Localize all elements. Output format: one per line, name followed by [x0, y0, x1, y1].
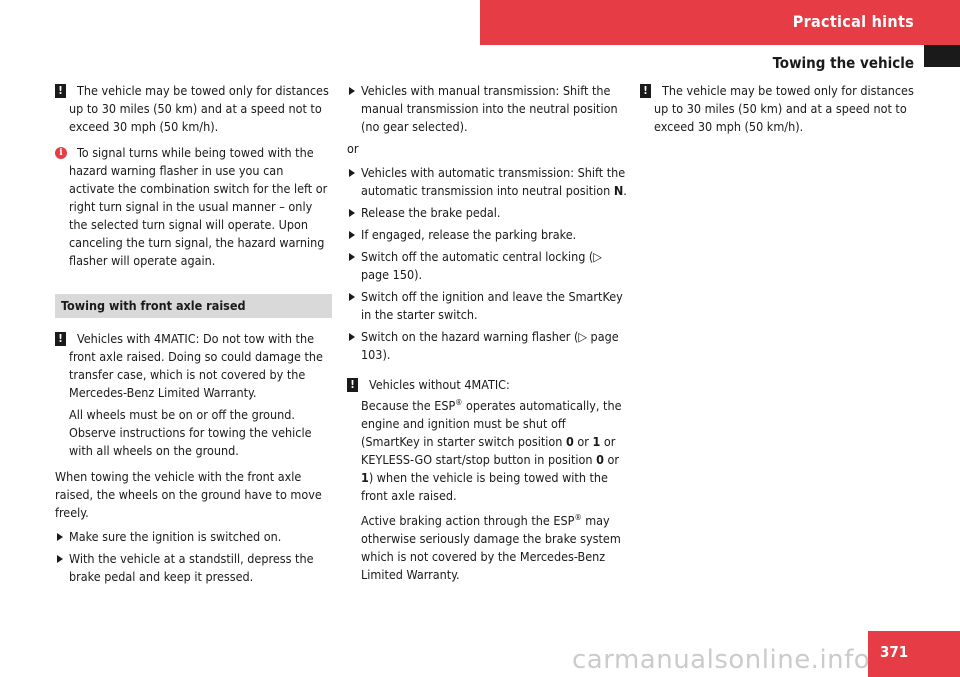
warning-title: Vehicles without 4MATIC:: [369, 377, 510, 392]
body-paragraph: When towing the vehicle with the front axle raised, the wheels on the ground have to move freely.: [55, 469, 322, 520]
column-middle: [347, 82, 627, 592]
list-item-text: Switch off the ignition and leave the SmartKey in the starter switch.: [361, 289, 623, 322]
arrow-bullet-icon: [57, 555, 63, 563]
warning-icon: !: [347, 378, 358, 392]
warning-text: Because the ESP® operates automatically, the engine and ignition must be shut off (SmartKey in starter switch position 0 or 1 or KEYLESS-GO start/stop button in position 0 or 1) when the vehicle is being towed with the front axle raised.: [361, 398, 622, 504]
warning-icon: !: [640, 84, 651, 98]
section-title: Towing the vehicle: [772, 54, 914, 72]
list-item: [347, 328, 627, 364]
info-note: [55, 144, 332, 270]
arrow-bullet-icon: [349, 209, 355, 217]
arrow-bullet-icon: [349, 87, 355, 95]
arrow-bullet-icon: [349, 169, 355, 177]
column-left: [55, 82, 332, 590]
list-item: [55, 528, 332, 546]
arrow-bullet-icon: [349, 231, 355, 239]
chapter-title: Practical hints: [792, 12, 914, 31]
warning-text: Vehicles with 4MATIC: Do not tow with the front axle raised. Doing so could damage the transfer case, which is not covered by the Mercedes-Benz Limited Warranty.: [69, 331, 323, 400]
or-separator: or: [347, 141, 359, 156]
column-right: [640, 82, 920, 144]
warning-text: All wheels must be on or off the ground. Observe instructions for towing the vehicle with all wheels on the ground.: [69, 407, 312, 458]
watermark: carmanualsonline.info: [572, 645, 871, 675]
arrow-bullet-icon: [349, 333, 355, 341]
list-item: [347, 226, 627, 244]
section-heading: Towing with front axle raised: [55, 294, 332, 318]
list-item: [347, 248, 627, 284]
arrow-bullet-icon: [349, 293, 355, 301]
warning-note: [640, 82, 920, 136]
page-number: 371: [880, 643, 909, 661]
warning-icon: !: [55, 332, 66, 346]
list-item: [347, 164, 627, 200]
arrow-bullet-icon: [57, 533, 63, 541]
warning-note: [55, 82, 332, 136]
list-item: [347, 288, 627, 324]
info-text: To signal turns while being towed with the hazard warning flasher in use you can activate the combination switch for the left or right turn signal in the usual manner – only the selected turn signal will operate. Upon canceling the turn signal, the hazard warning flasher will operate again.: [69, 145, 328, 268]
list-item: [347, 204, 627, 222]
warning-note: [347, 376, 627, 584]
list-item-text: Vehicles with manual transmission: Shift the manual transmission into the neutral position (no gear selected).: [361, 83, 618, 134]
page-reference-link[interactable]: Switch on the hazard warning flasher (▷ page 103).: [361, 329, 619, 362]
list-item: [347, 82, 627, 136]
list-item-text: Release the brake pedal.: [361, 205, 501, 220]
thumb-tab: [924, 45, 960, 67]
warning-note: [55, 330, 332, 460]
list-item-text: If engaged, release the parking brake.: [361, 227, 577, 242]
warning-text: The vehicle may be towed only for distances up to 30 miles (50 km) and at a speed not to exceed 30 mph (50 km/h).: [654, 83, 914, 134]
info-icon: i: [55, 147, 67, 159]
page-reference-link[interactable]: Switch off the automatic central locking (▷ page 150).: [361, 249, 602, 282]
list-item-text: Make sure the ignition is switched on.: [69, 529, 282, 544]
warning-text: Active braking action through the ESP® may otherwise seriously damage the brake system which is not covered by the Mercedes-Benz Limited Warranty.: [361, 513, 621, 583]
list-item-text: Vehicles with automatic transmission: Shift the automatic transmission into neutral position N.: [361, 165, 627, 198]
warning-text: The vehicle may be towed only for distances up to 30 miles (50 km) and at a speed not to exceed 30 mph (50 km/h).: [69, 83, 329, 134]
warning-icon: !: [55, 84, 66, 98]
arrow-bullet-icon: [349, 253, 355, 261]
list-item-text: With the vehicle at a standstill, depress the brake pedal and keep it pressed.: [69, 551, 314, 584]
list-item: [55, 550, 332, 586]
